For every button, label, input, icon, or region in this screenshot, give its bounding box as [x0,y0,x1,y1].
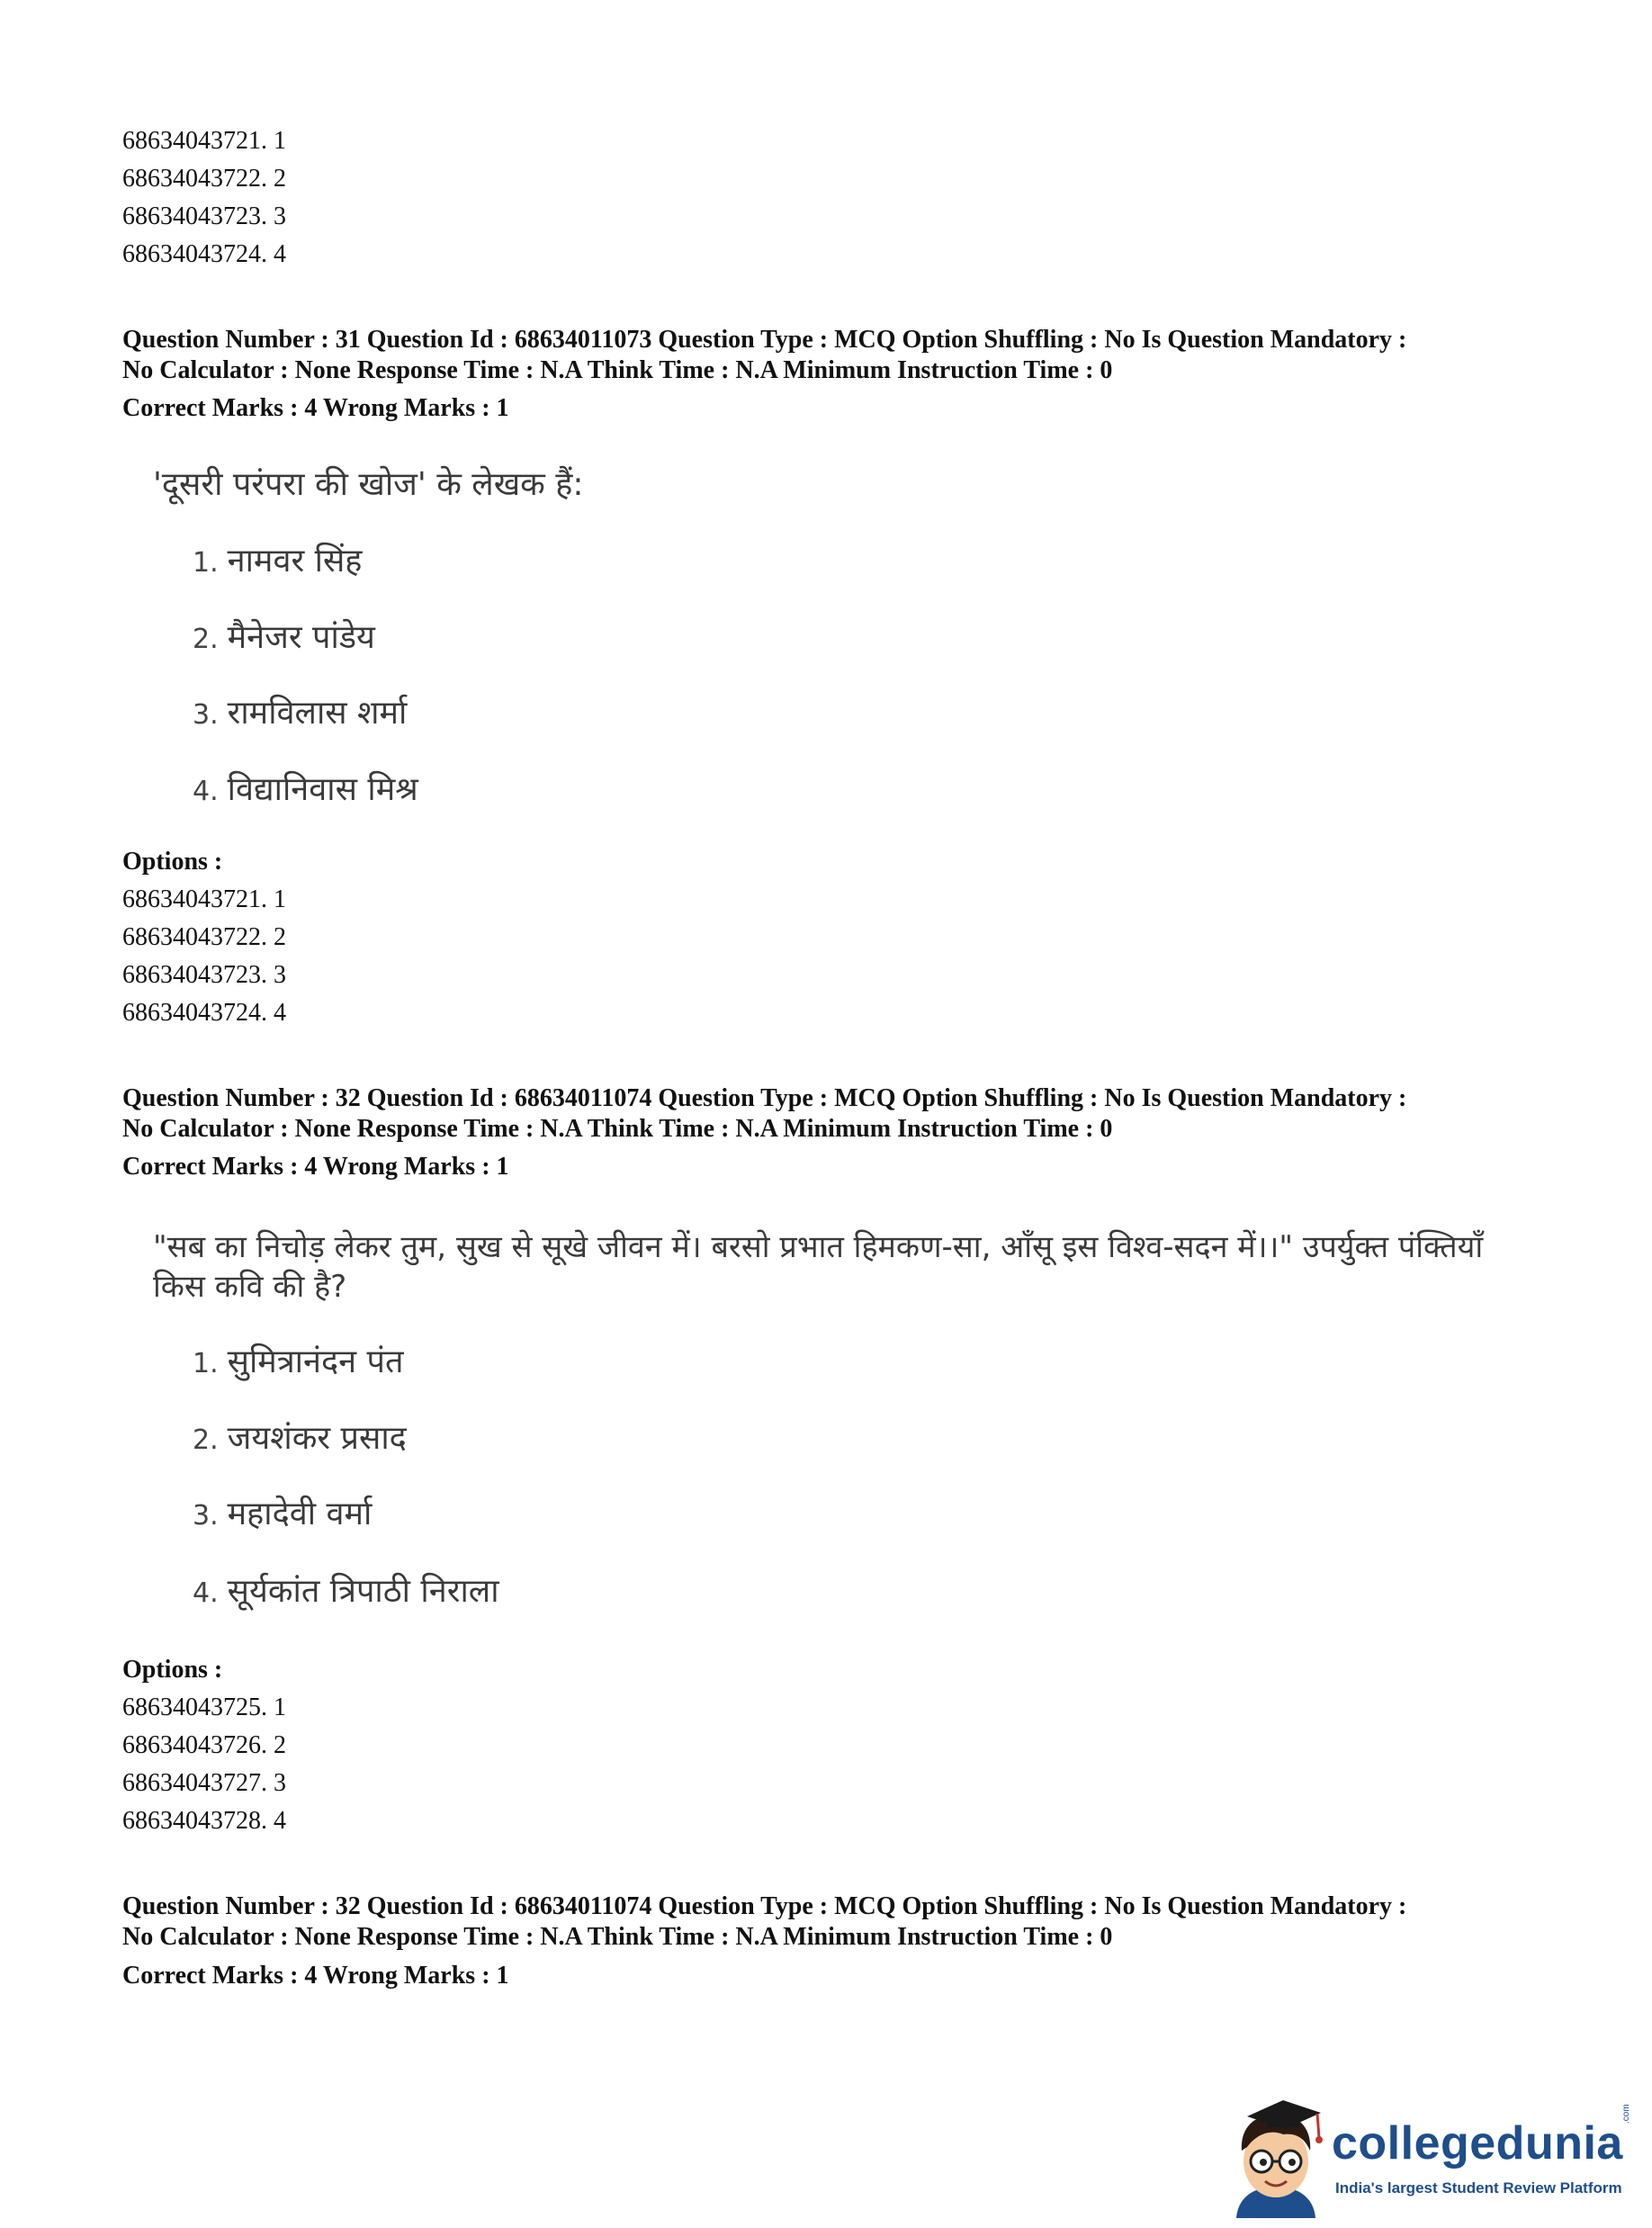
question-marks: Correct Marks : 4 Wrong Marks : 1 [122,1153,509,1181]
option-line: 68634043723. 3 [122,961,286,989]
answer-choice-4 [193,768,418,813]
option-line: 68634043722. 2 [122,923,286,951]
choice-text: विद्यानिवास मिश्र [227,771,418,808]
choice-number: 1. [193,1348,219,1379]
question-text-line1: "सब का निचोड़ लेकर तुम, सुख से सूखे जीवन में। बरसो प्रभात हिमकण-सा, आँसू इस विश्व-सदन में।।" उपर्युक्त पंक्तियाँ [153,1229,1484,1265]
logo-tagline: India's largest Student Review Platform [1335,2179,1622,2197]
choice-text: सूर्यकांत त्रिपाठी निराला [227,1573,499,1610]
choice-number: 2. [193,624,219,655]
option-line: 68634043722. 2 [122,165,286,193]
option-line: 68634043724. 4 [122,999,286,1027]
choice-text: मैनेजर पांडेय [227,619,375,656]
answer-choice-3 [193,1493,372,1538]
option-line: 68634043726. 2 [122,1731,286,1759]
answer-choice-4 [193,1570,499,1615]
question-meta-line1: Question Number : 31 Question Id : 68634011073 Question Type : MCQ Option Shuffling : No Is Question Mandatory : [122,326,1407,354]
option-line: 68634043721. 1 [122,127,286,155]
collegedunia-logo[interactable] [1220,2097,1634,2218]
answer-choice-2 [193,616,375,661]
logo-suffix: .com [1621,2104,1631,2124]
options-label: Options : [122,848,223,876]
question-text: 'दूसरी परंपरा की खोज' के लेखक हैं: [153,466,584,503]
choice-text: जयशंकर प्रसाद [227,1420,407,1457]
option-line: 68634043728. 4 [122,1807,286,1835]
logo-wordmark: collegedunia [1332,2117,1623,2170]
question-meta-line1: Question Number : 32 Question Id : 68634011074 Question Type : MCQ Option Shuffling : No Is Question Mandatory : [122,1892,1407,1920]
answer-choice-3 [193,692,407,737]
question-marks: Correct Marks : 4 Wrong Marks : 1 [122,1962,509,1990]
answer-choice-2 [193,1417,407,1462]
choice-number: 2. [193,1424,219,1456]
question-meta-line2: No Calculator : None Response Time : N.A Think Time : N.A Minimum Instruction Time : 0 [122,1923,1113,1951]
choice-text: नामवर सिंह [227,543,363,579]
question-marks: Correct Marks : 4 Wrong Marks : 1 [122,394,509,422]
answer-choice-1 [193,540,362,585]
question-meta-line2: No Calculator : None Response Time : N.A Think Time : N.A Minimum Instruction Time : 0 [122,356,1113,384]
question-text-line2: किस कवि की है? [153,1269,347,1305]
choice-text: रामविलास शर्मा [227,695,408,732]
question-meta-line1: Question Number : 32 Question Id : 68634011074 Question Type : MCQ Option Shuffling : No Is Question Mandatory : [122,1084,1407,1112]
options-label: Options : [122,1656,223,1684]
option-line: 68634043725. 1 [122,1693,286,1721]
choice-text: महादेवी वर्मा [227,1496,373,1532]
choice-text: सुमित्रानंदन पंत [227,1343,404,1380]
choice-number: 3. [193,699,219,731]
option-line: 68634043724. 4 [122,240,286,268]
choice-number: 4. [193,1577,219,1609]
choice-number: 4. [193,776,219,807]
student-mascot-icon [1220,2097,1337,2218]
choice-number: 3. [193,1500,219,1532]
option-line: 68634043721. 1 [122,885,286,913]
question-meta-line2: No Calculator : None Response Time : N.A Think Time : N.A Minimum Instruction Time : 0 [122,1115,1113,1143]
option-line: 68634043723. 3 [122,202,286,230]
answer-choice-1 [193,1341,404,1386]
option-line: 68634043727. 3 [122,1769,286,1797]
choice-number: 1. [193,547,219,579]
